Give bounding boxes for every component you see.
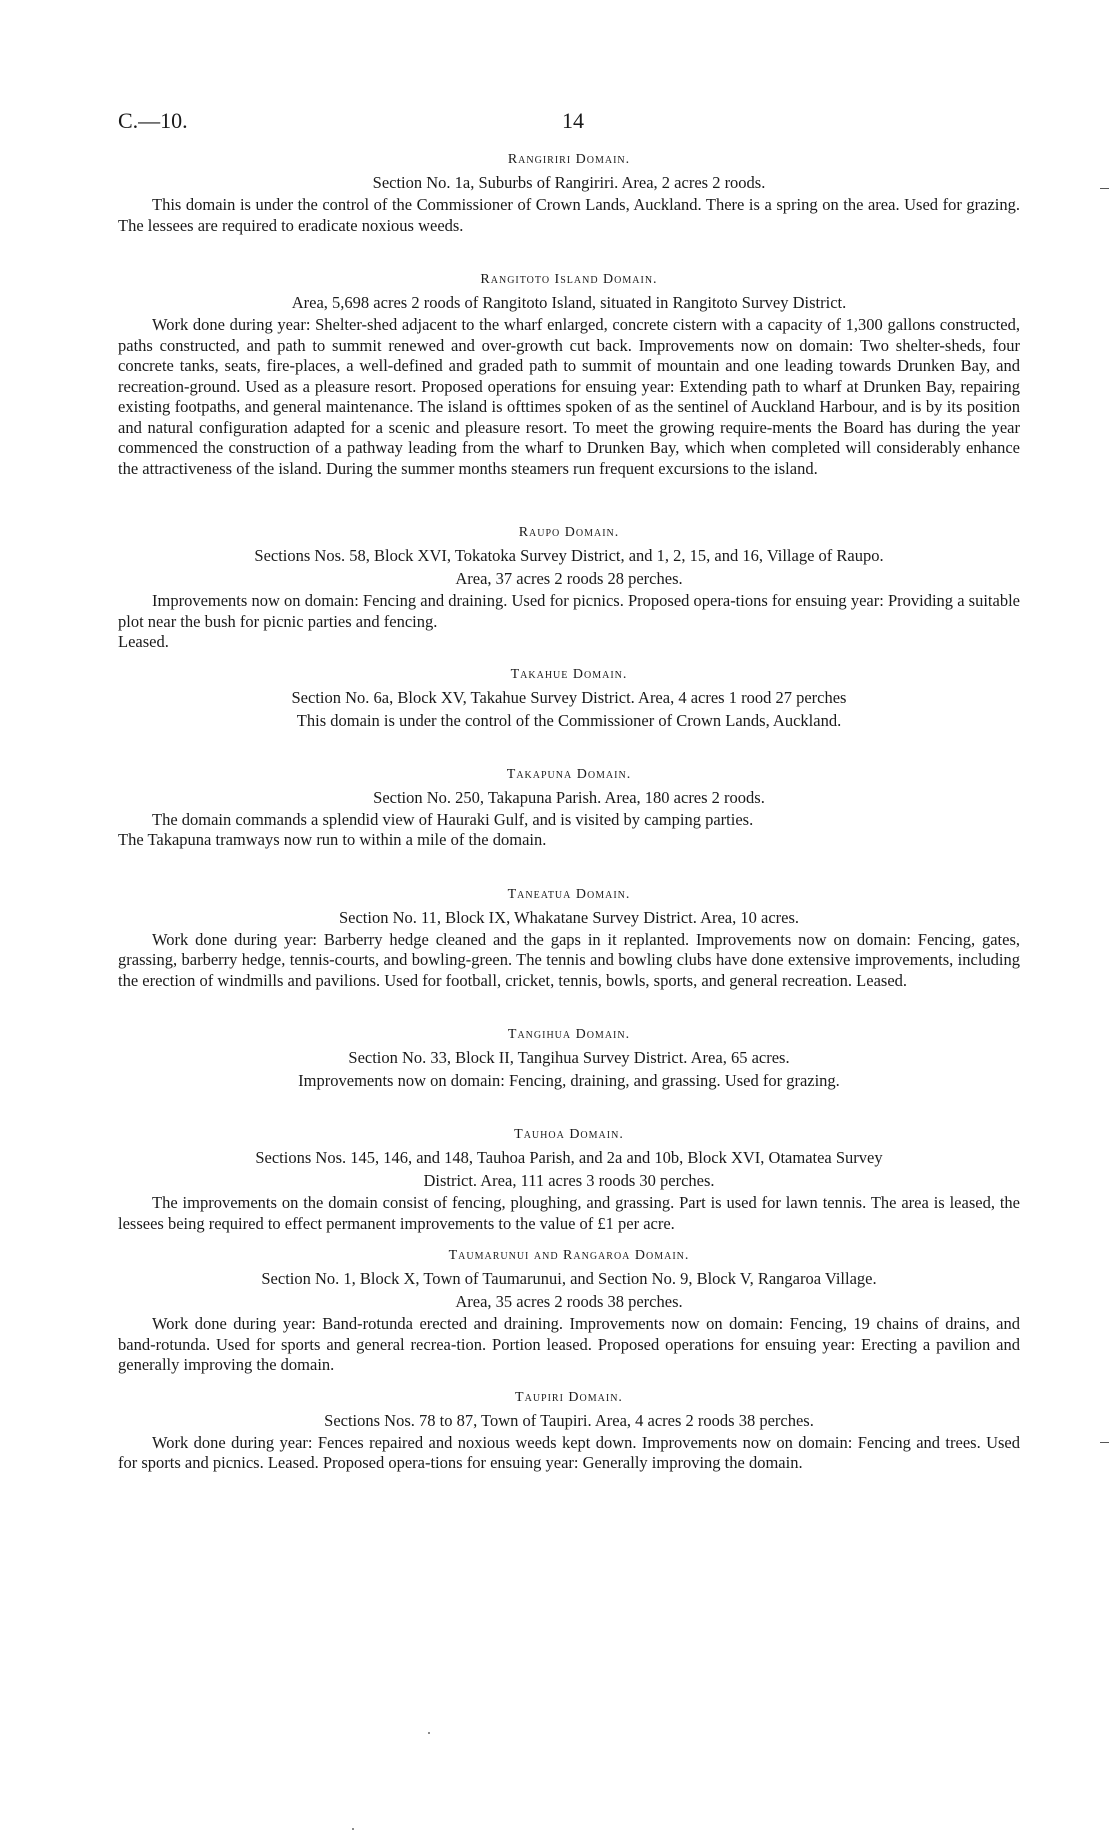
margin-mark <box>1100 1442 1109 1443</box>
section-rangiriri <box>118 152 1020 236</box>
section-title: Tauhoa Domain. <box>514 1127 624 1142</box>
document-code: C.—10. <box>118 108 188 133</box>
section-title: Takapuna Domain. <box>506 766 632 782</box>
section-body: Work done during year: Fences repaired and noxious weeds kept down. Improvements now on domain: Fencing and trees. Used for sports and picnics. Leased. Proposed opera-tions for ensuing year: Generally improving the domain. <box>118 1432 1020 1472</box>
section-meta: Improvements now on domain: Fencing, draining, and grassing. Used for grazing. <box>298 1071 840 1090</box>
section-taupiri <box>118 1390 1020 1474</box>
section-body: Improvements now on domain: Fencing and draining. Used for picnics. Proposed opera-tions for ensuing year: Providing a suitable plot near the bush for picnic parties and fencing. <box>118 591 1020 631</box>
section-meta: Section No. 6a, Block XV, Takahue Survey District. Area, 4 acres 1 rood 27 perches <box>291 687 847 707</box>
section-meta: Section No. 33, Block II, Tangihua Survey District. Area, 65 acres. <box>348 1048 790 1067</box>
section-taumarunui <box>118 1248 1020 1376</box>
section-takahue <box>118 667 1020 731</box>
section-body: This domain is under the control of the Commissioner of Crown Lands, Auckland. There is a spring on the area. Used for grazing. The lessees are required to eradicate noxious weeds. <box>118 195 1020 235</box>
section-tangihua <box>118 1027 1020 1091</box>
section-body: Work done during year: Barberry hedge cleaned and the gaps in it replanted. Improvements now on domain: Fencing, gates, grassing, barberry hedge, tennis-courts, and bowling-green. The tennis and bowling clubs have done extensive improvements, including the erection of windmills and pavilions. Used for football, cricket, tennis, bowls, sports, and general recreation. Leased. <box>118 929 1020 990</box>
section-tauhoa <box>118 1127 1020 1234</box>
section-title: Rangitoto Island Domain. <box>480 272 658 287</box>
section-body: The improvements on the domain consist of fencing, ploughing, and grassing. Part is used for lawn tennis. The area is leased, the lessees being required to effect permanent improvements to the value of £1 per acre. <box>118 1193 1020 1233</box>
section-takapuna <box>118 767 1020 851</box>
section-title: Tangihua Domain. <box>507 1027 631 1042</box>
document-page <box>118 108 1020 1488</box>
section-meta: Sections Nos. 58, Block XVI, Tokatoka Survey District, and 1, 2, 15, and 16, Village of Raupo. <box>254 546 884 565</box>
section-body: Work done during year: Band-rotunda erected and draining. Improvements now on domain: Fencing, 19 chains of drains, and band-rotunda. Used for sports and general recrea-tion. Portion leased. Proposed operations for ensuing year: Erecting a pavilion and generally improving the domain. <box>118 1314 1020 1374</box>
section-raupo <box>118 525 1020 653</box>
section-meta: Sections Nos. 78 to 87, Town of Taupiri. Area, 4 acres 2 roods 38 perches. <box>324 1410 814 1430</box>
section-title: Rangiriri Domain. <box>507 152 631 167</box>
section-body: The domain commands a splendid view of Hauraki Gulf, and is visited by camping parties. <box>152 809 754 829</box>
section-body: Work done during year: Shelter-shed adjacent to the wharf enlarged, concrete cistern with a capacity of 1,300 gallons constructed, paths constructed, and path to summit renewed and over-growth cut back. Improvements now on domain: Two shelter-sheds, four concrete tanks, seats, fire-places, a well-defined and graded path to summit of mountain and one leading towards Drunken Bay, and recreation-ground. Used as a pleasure resort. Proposed operations for ensuing year: Extending path to wharf at Drunken Bay, repairing existing footpaths, and general maintenance. The island is ofttimes spoken of as the sentinel of Auckland Harbour, and is by its position and natural configuration adapted for a scenic and pleasure resort. To meet the growing require-ments the Board has during the year commenced the construction of a pathway leading from the wharf to Drunken Bay, which when completed will considerably enhance the attractiveness of the island. During the summer months steamers run frequent excursions to the island. <box>118 315 1020 478</box>
section-meta: Area, 5,698 acres 2 roods of Rangitoto Island, situated in Rangitoto Survey District. <box>291 293 847 312</box>
section-title: Takahue Domain. <box>510 666 628 682</box>
section-meta: Sections Nos. 145, 146, and 148, Tauhoa Parish, and 2a and 10b, Block XVI, Otamatea Survey <box>255 1148 883 1167</box>
page-header <box>118 108 1020 142</box>
section-meta: Section No. 1a, Suburbs of Rangiriri. Area, 2 acres 2 roods. <box>372 173 766 192</box>
section-meta: Section No. 1, Block X, Town of Taumarunui, and Section No. 9, Block V, Rangaroa Village. <box>261 1269 877 1288</box>
section-meta: District. Area, 111 acres 3 roods 30 perches. <box>423 1171 715 1190</box>
section-meta: Area, 35 acres 2 roods 38 perches. <box>455 1292 683 1311</box>
page-number: 14 <box>562 108 584 133</box>
section-meta: Section No. 11, Block IX, Whakatane Survey District. Area, 10 acres. <box>338 907 800 927</box>
section-body: Leased. <box>118 632 169 651</box>
section-meta: Section No. 250, Takapuna Parish. Area, 180 acres 2 roods. <box>373 787 765 807</box>
section-title: Taneatua Domain. <box>507 886 631 902</box>
section-rangitoto <box>118 272 1020 479</box>
section-meta: This domain is under the control of the Commissioner of Crown Lands, Auckland. <box>296 710 842 730</box>
section-body: The Takapuna tramways now run to within a mile of the domain. <box>118 830 547 849</box>
section-taneatua <box>118 887 1020 992</box>
section-title: Raupo Domain. <box>518 525 620 540</box>
margin-mark <box>1100 188 1109 189</box>
section-title: Taumarunui and Rangaroa Domain. <box>448 1248 690 1263</box>
section-meta: Area, 37 acres 2 roods 28 perches. <box>455 569 683 588</box>
section-title: Taupiri Domain. <box>515 1389 623 1405</box>
scan-dot <box>428 1732 430 1734</box>
scan-dot <box>352 1828 354 1830</box>
